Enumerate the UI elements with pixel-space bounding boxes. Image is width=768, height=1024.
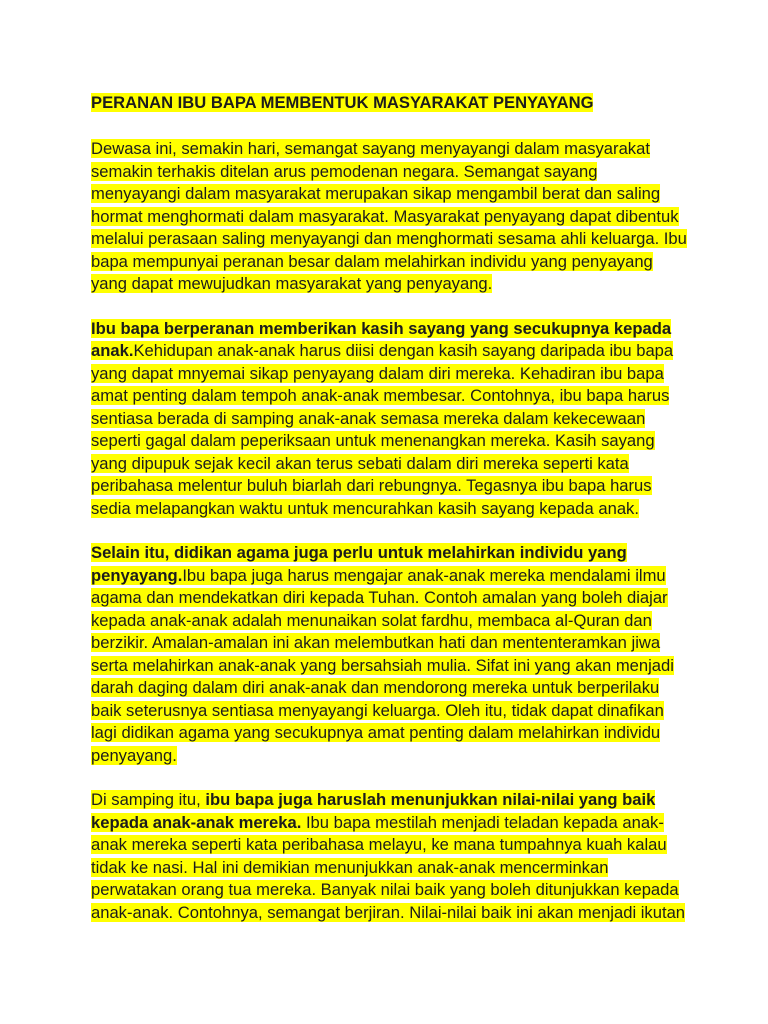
document-title [91,92,691,114]
paragraph-line [91,183,691,206]
paragraph-line [91,902,691,925]
bold-text-segment: Ibu bapa berperanan memberikan kasih sayang yang secukupnya kepada [91,318,672,338]
text-segment: sedia melapangkan waktu untuk mencurahkan kasih sayang kepada anak. [91,498,639,518]
paragraph-line [91,408,691,431]
paragraph-line [91,161,691,184]
text-segment: semakin terhakis ditelan arus pemodenan negara. Semangat sayang [91,161,598,181]
bold-text-segment: penyayang. [91,565,183,585]
highlighted-text [91,409,645,428]
paragraph-line [91,745,691,768]
highlighted-text [91,454,629,473]
paragraph-3 [91,542,691,767]
paragraph-line [91,542,691,565]
highlighted-text [91,588,668,607]
paragraph-line [91,610,691,633]
text-segment: penyayang. [91,745,177,765]
paragraph-line [91,475,691,498]
paragraph-2 [91,318,691,521]
paragraph-line [91,677,691,700]
text-segment: tidak ke nasi. Hal ini demikian menunjukkan anak-anak mencerminkan [91,857,609,877]
text-segment: Dewasa ini, semakin hari, semangat sayang menyayangi dalam masyarakat [91,139,650,158]
paragraph-line [91,632,691,655]
highlighted-text [91,611,652,630]
text-segment: bapa mempunyai peranan besar dalam melahirkan individu yang penyayang [91,251,653,271]
highlighted-text [91,139,650,158]
paragraph-line [91,385,691,408]
text-segment: berzikir. Amalan-amalan ini akan melembutkan hati dan mententeramkan jiwa [91,633,661,652]
text-segment: darah daging dalam diri anak-anak dan mendorong mereka untuk berperilaku [91,678,660,697]
paragraph-line [91,587,691,610]
highlighted-text [91,701,664,720]
highlighted-text [91,364,664,383]
highlighted-text [91,835,667,854]
highlighted-text [91,207,679,226]
paragraph-4 [91,789,691,924]
paragraph-line [91,834,691,857]
text-segment: agama dan mendekatkan diri kepada Tuhan. Contoh amalan yang boleh diajar [91,588,668,607]
text-segment: kepada anak-anak adalah menunaikan solat fardhu, membaca al-Quran dan [91,610,652,630]
paragraph-line [91,789,691,812]
highlighted-text [91,341,673,360]
highlighted-text [91,274,492,293]
highlighted-text [91,162,597,181]
highlighted-text [91,543,627,562]
text-segment: Di samping itu, [91,790,206,809]
highlighted-text [91,229,687,248]
paragraph-line [91,722,691,745]
paragraph-line [91,655,691,678]
highlighted-text [91,499,639,518]
highlighted-text [91,903,685,922]
highlighted-text [91,858,608,877]
bold-text-segment: kepada anak-anak mereka. [91,812,302,832]
text-segment: yang dapat mnyemai sikap penyayang dalam diri mereka. Kehadiran ibu bapa [91,363,664,383]
bold-text-segment: Selain itu, didikan agama juga perlu untuk melahirkan individu yang [91,543,627,562]
text-segment: menyayangi dalam masyarakat merupakan sikap mengambil berat dan saling [91,184,661,203]
document-body [91,92,691,946]
text-segment: amat penting dalam tempoh anak-anak membesar. Contohnya, ibu bapa harus [91,386,670,405]
paragraph-line [91,363,691,386]
paragraph-line [91,812,691,835]
text-segment: Kehidupan anak-anak harus diisi dengan kasih sayang daripada ibu bapa [133,341,674,360]
text-segment: anak-anak. Contohnya, semangat berjiran. Nilai-nilai baik ini akan menjadi ikutan [91,902,686,922]
text-segment: Ibu bapa mestilah menjadi teladan kepada anak- [301,812,664,832]
paragraph-list [91,138,691,924]
paragraph-1 [91,138,691,296]
paragraph-line [91,228,691,251]
paragraph-line [91,138,691,161]
text-segment: melalui perasaan saling menyayangi dan menghormati sesama ahli keluarga. Ibu [91,229,687,248]
highlighted-text [91,656,674,675]
title-text: PERANAN IBU BAPA MEMBENTUK MASYARAKAT PENYAYANG [91,93,594,112]
highlighted-text [91,880,679,899]
paragraph-line [91,565,691,588]
highlighted-text [91,252,653,271]
highlighted-text [91,566,666,585]
text-segment: seperti gagal dalam peperiksaan untuk menenangkan mereka. Kasih sayang [91,431,655,450]
highlighted-text [91,678,659,697]
text-segment: hormat menghormati dalam masyarakat. Masyarakat penyayang dapat dibentuk [91,206,679,226]
text-segment: Ibu bapa juga harus mengajar anak-anak mereka mendalami ilmu [182,565,666,585]
highlighted-text [91,723,660,742]
highlighted-text [91,476,652,495]
paragraph-line [91,879,691,902]
highlighted-text [91,386,669,405]
text-segment: lagi didikan agama yang secukupnya amat penting dalam melahirkan individu [91,723,661,742]
bold-text-segment: ibu bapa juga haruslah menunjukkan nilai-nilai yang baik [205,790,656,809]
text-segment: yang dipupuk sejak kecil akan terus sebati dalam diri mereka seperti kata [91,453,629,473]
highlighted-text [91,319,671,338]
text-segment: perwatakan orang tua mereka. Banyak nilai baik yang boleh ditunjukkan kepada [91,880,679,899]
paragraph-line [91,340,691,363]
text-segment: sentiasa berada di samping anak-anak semasa mereka dalam kekecewaan [91,408,646,428]
highlighted-text [91,431,655,450]
paragraph-line [91,498,691,521]
paragraph-line [91,273,691,296]
text-segment: baik seterusnya sentiasa menyayangi keluarga. Oleh itu, tidak dapat dinafikan [91,700,664,720]
text-segment: yang dapat mewujudkan masyarakat yang penyayang. [91,274,493,293]
text-segment: peribahasa melentur buluh biarlah dari rebungnya. Tegasnya ibu bapa harus [91,476,652,495]
highlighted-text [91,790,655,809]
paragraph-line [91,453,691,476]
highlighted-text [91,633,660,652]
paragraph-line [91,206,691,229]
paragraph-line [91,700,691,723]
text-segment: serta melahirkan anak-anak yang bersahsiah mulia. Sifat ini yang akan menjadi [91,655,674,675]
paragraph-line [91,251,691,274]
highlighted-text [91,184,660,203]
highlighted-text [91,813,664,832]
text-segment: anak mereka seperti kata peribahasa melayu, ke mana tumpahnya kuah kalau [91,835,667,854]
bold-text-segment: anak. [91,341,134,360]
paragraph-line [91,430,691,453]
paragraph-line [91,318,691,341]
highlighted-text [91,746,177,765]
paragraph-line [91,857,691,880]
